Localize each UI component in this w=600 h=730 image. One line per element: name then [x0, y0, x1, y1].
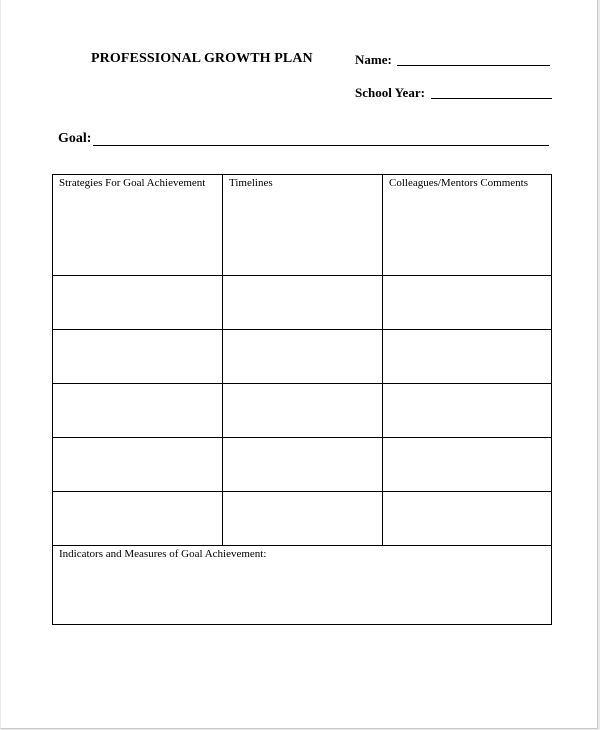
table-row	[53, 384, 552, 438]
strategies-cell[interactable]	[53, 276, 223, 330]
name-field[interactable]	[397, 65, 550, 66]
comments-cell[interactable]	[383, 492, 552, 546]
table-row	[53, 276, 552, 330]
comments-cell[interactable]	[383, 330, 552, 384]
strategies-cell[interactable]	[53, 330, 223, 384]
table-row	[53, 438, 552, 492]
comments-cell[interactable]	[383, 276, 552, 330]
strategies-column-cell[interactable]	[53, 175, 223, 276]
indicators-label: Indicators and Measures of Goal Achievement:	[59, 548, 267, 560]
document-title: PROFESSIONAL GROWTH PLAN	[91, 51, 313, 66]
table-row	[53, 492, 552, 546]
timelines-cell[interactable]	[223, 492, 383, 546]
table-row	[53, 330, 552, 384]
growth-plan-table	[52, 174, 552, 625]
indicators-row	[53, 546, 552, 625]
timelines-cell[interactable]	[223, 330, 383, 384]
school-year-field[interactable]	[431, 98, 552, 99]
strategies-cell[interactable]	[53, 438, 223, 492]
comments-column-cell[interactable]	[383, 175, 552, 276]
name-label: Name:	[355, 52, 392, 67]
table-header-row	[53, 175, 552, 276]
strategies-column-header: Strategies For Goal Achievement	[59, 177, 206, 189]
goal-label: Goal:	[58, 131, 92, 146]
comments-column-header: Colleagues/Mentors Comments	[389, 177, 529, 189]
timelines-cell[interactable]	[223, 276, 383, 330]
timelines-column-header: Timelines	[229, 177, 273, 189]
strategies-cell[interactable]	[53, 492, 223, 546]
school-year-label: School Year:	[355, 85, 425, 100]
timelines-column-cell[interactable]	[223, 175, 383, 276]
goal-field[interactable]	[93, 145, 549, 146]
timelines-cell[interactable]	[223, 384, 383, 438]
strategies-cell[interactable]	[53, 384, 223, 438]
comments-cell[interactable]	[383, 438, 552, 492]
comments-cell[interactable]	[383, 384, 552, 438]
timelines-cell[interactable]	[223, 438, 383, 492]
indicators-cell[interactable]	[53, 546, 552, 625]
document-page	[1, 0, 598, 729]
